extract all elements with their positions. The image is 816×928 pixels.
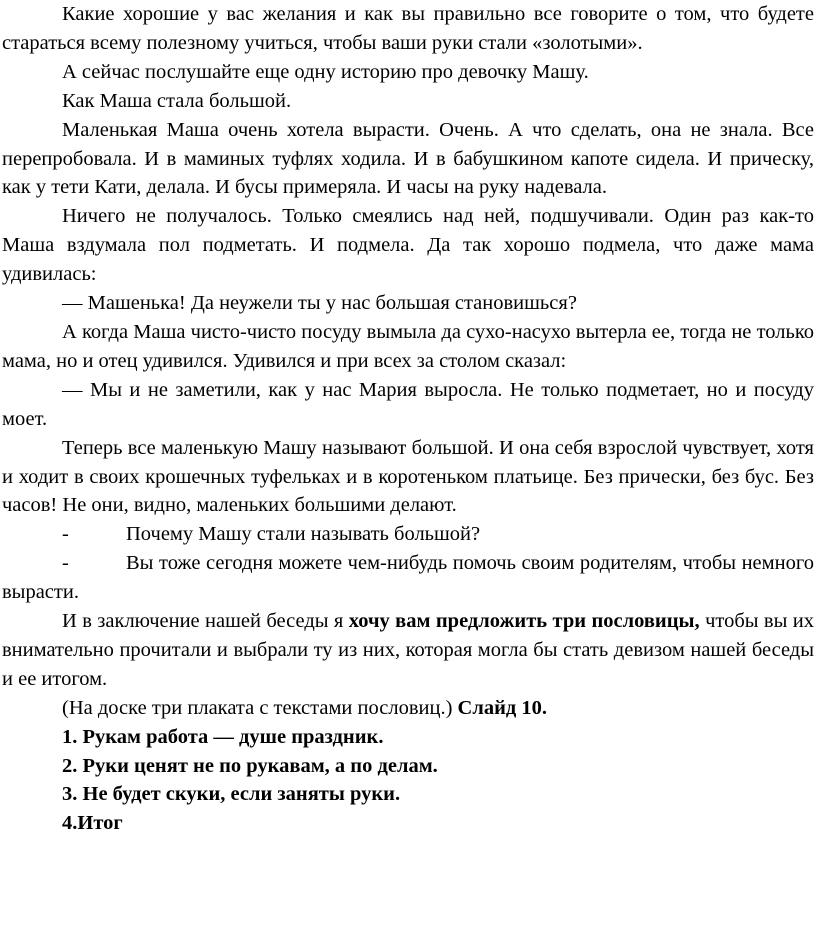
paragraph-board — [2, 694, 814, 723]
dialogue-mother: — Машенька! Да неужели ты у нас большая становишься? — [62, 292, 577, 315]
conclusion-lead: И в заключение нашей беседы я — [62, 610, 349, 633]
question-1-text: Почему Машу стали называть большой? — [126, 523, 481, 546]
summary-heading: 4.Итог — [62, 812, 123, 835]
question-1 — [2, 520, 814, 549]
paragraph-wishes: Какие хорошие у вас желания и как вы правильно все говорите о том, что будете стараться всему полезному учиться, чтобы ваши руки стали «золотыми». — [2, 3, 814, 54]
board-text: (На доске три плаката с текстами пословиц.) — [62, 696, 458, 719]
slide-label: Слайд 10. — [457, 696, 548, 719]
paragraph-dishes: А когда Маша чисто-чисто посуду вымыла да сухо-насухо вытерла ее, тогда не только мама, но и отец удивился. Удивился и при всех за столом сказал: — [2, 320, 814, 372]
question-dash: - — [62, 523, 69, 546]
dialogue-father: — Мы и не заметили, как у нас Мария выросла. Не только подметает, но и посуду моет. — [2, 378, 814, 430]
proverb-1: 1. Рукам работа — душе праздник. — [62, 725, 384, 748]
proverb-3: 3. Не будет скуки, если заняты руки. — [62, 783, 401, 806]
story-title: Как Маша стала большой. — [62, 89, 292, 112]
question-dash: - — [62, 552, 69, 575]
paragraph-story-intro: А сейчас послушайте еще одну историю про девочку Машу. — [62, 60, 589, 83]
paragraph-now-big: Теперь все маленькую Машу называют большой. И она себя взрослой чувствует, хотя и ходит в своих крошечных туфельках и в коротеньком платьице. Без прически, без бус. Без часов! Не они, видно, маленьких большими делают. — [2, 436, 814, 517]
conclusion-rest: чтобы вы их внимательно прочитали и выбрали ту из них, которая могла бы стать девизом нашей беседы и ее итогом. — [2, 610, 815, 690]
question-2-text: Вы тоже сегодня можете чем-нибудь помочь своим родителям, чтобы немного вырасти. — [2, 552, 814, 604]
question-2 — [2, 549, 814, 607]
proverb-2: 2. Руки ценят не по рукавам, а по делам. — [62, 754, 438, 777]
paragraph-masha-wanted: Маленькая Маша очень хотела вырасти. Очень. А что сделать, она не знала. Все перепробовала. И в маминых туфлях ходила. И в бабушкином капоте сидела. И прическу, как у тети Кати, делала. И бусы примеряла. И часы на руку надевала. — [2, 118, 814, 199]
paragraph-nothing-worked: Ничего не получалось. Только смеялись над ней, подшучивали. Один раз как-то Маша вздумала пол подметать. И подмела. Да так хорошо подмела, что даже мама удивилась: — [2, 205, 814, 286]
paragraph-conclusion — [2, 607, 814, 694]
conclusion-bold: хочу вам предложить три пословицы, — [348, 610, 700, 633]
